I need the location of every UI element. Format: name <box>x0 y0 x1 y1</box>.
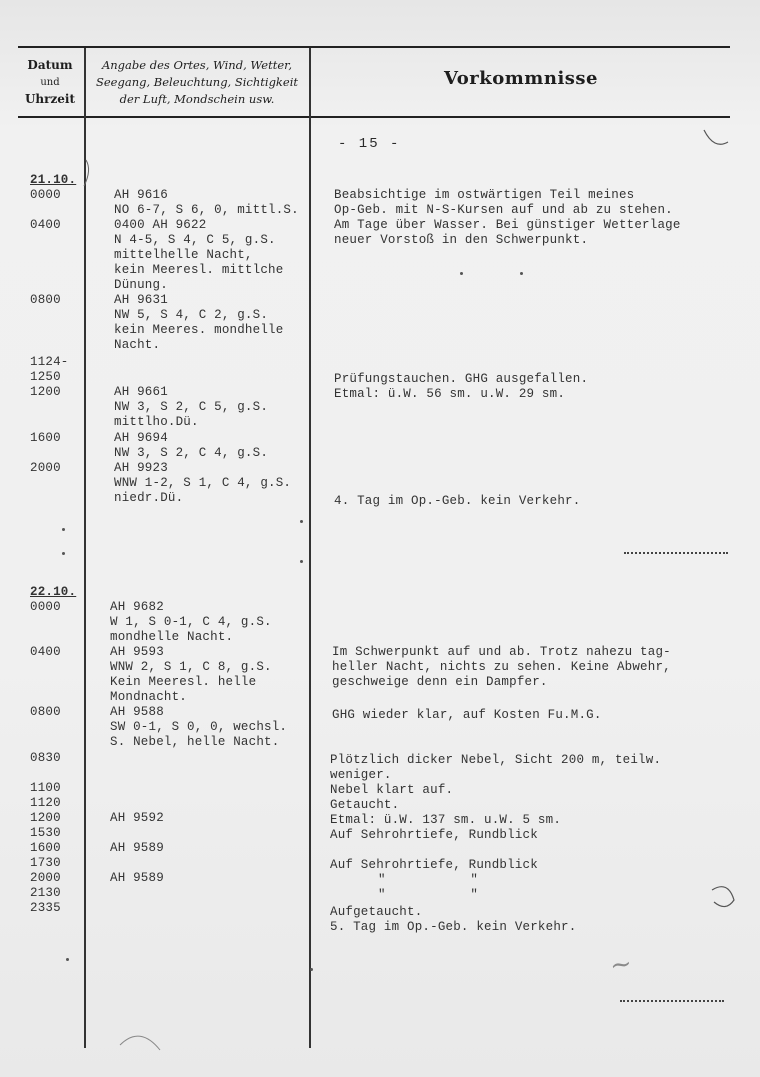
place-line: NW 3, S 2, C 4, g.S. <box>114 446 269 460</box>
event-line: Auf Sehrohrtiefe, Rundblick <box>330 828 538 842</box>
event-line: Getaucht. <box>330 798 400 812</box>
place-line: Mondnacht. <box>110 690 188 704</box>
event-line: Prüfungstauchen. GHG ausgefallen. <box>334 372 589 386</box>
place-line: AH 9616 <box>114 188 168 202</box>
place-line: kein Meeres. mondhelle <box>114 323 284 337</box>
time-entry: 1100 <box>30 781 61 795</box>
place-line: NO 6-7, S 6, 0, mittl.S. <box>114 203 299 217</box>
event-line: 5. Tag im Op.-Geb. kein Verkehr. <box>330 920 577 934</box>
place-line: NW 3, S 2, C 5, g.S. <box>114 400 269 414</box>
event-line: weniger. <box>330 768 392 782</box>
time-entry: 2335 <box>30 901 61 915</box>
time-entry: 1124- <box>30 355 69 369</box>
time-entry: 0800 <box>30 293 61 307</box>
time-entry: 2000 <box>30 461 61 475</box>
date-day1: 21.10. <box>30 173 77 187</box>
time-entry: 1250 <box>30 370 61 384</box>
event-line: Etmal: ü.W. 56 sm. u.W. 29 sm. <box>334 387 566 401</box>
event-line: Nebel klart auf. <box>330 783 454 797</box>
place-line: mondhelle Nacht. <box>110 630 234 644</box>
event-line: " " <box>378 873 479 887</box>
event-line: neuer Vorstoß in den Schwerpunkt. <box>334 233 589 247</box>
event-line: Am Tage über Wasser. Bei günstiger Wetterlage <box>334 218 681 232</box>
pen-stroke <box>712 887 734 907</box>
place-line: AH 9631 <box>114 293 168 307</box>
event-line: Auf Sehrohrtiefe, Rundblick <box>330 858 538 872</box>
time-entry: 2000 <box>30 871 61 885</box>
pen-stroke <box>120 1036 160 1050</box>
event-line: Beabsichtige im ostwärtigen Teil meines <box>334 188 635 202</box>
event-line: Plötzlich dicker Nebel, Sicht 200 m, teilw. <box>330 753 662 767</box>
event-line: Op-Geb. mit N-S-Kursen auf und ab zu stehen. <box>334 203 673 217</box>
place-line: Dünung. <box>114 278 168 292</box>
place-line: SW 0-1, S 0, 0, wechsl. <box>110 720 288 734</box>
event-line: Im Schwerpunkt auf und ab. Trotz nahezu tag- <box>332 645 671 659</box>
event-line: Etmal: ü.W. 137 sm. u.W. 5 sm. <box>330 813 562 827</box>
place-line: W 1, S 0-1, C 4, g.S. <box>110 615 272 629</box>
header-date-time: Datum und Uhrzeit <box>24 58 76 106</box>
place-line: AH 9682 <box>110 600 164 614</box>
time-entry: 0400 <box>30 645 61 659</box>
time-entry: 1200 <box>30 385 61 399</box>
place-line: AH 9589 <box>110 871 164 885</box>
time-entry: 0000 <box>30 188 61 202</box>
header-place-weather: Angabe des Ortes, Wind, Wetter, Seegang, Beleuchtung, Sichtigkeit der Luft, Mondschein usw. <box>95 58 299 106</box>
place-line: AH 9923 <box>114 461 168 475</box>
pen-stroke <box>704 130 728 144</box>
place-line: AH 9592 <box>110 811 164 825</box>
date-day2: 22.10. <box>30 585 77 599</box>
time-entry: 0830 <box>30 751 61 765</box>
time-entry: 0800 <box>30 705 61 719</box>
place-line: S. Nebel, helle Nacht. <box>110 735 280 749</box>
time-entry: 1600 <box>30 841 61 855</box>
place-line: AH 9593 <box>110 645 164 659</box>
page-number: - 15 - <box>338 136 401 152</box>
header-events: Vorkommnisse <box>443 68 599 89</box>
event-line: GHG wieder klar, auf Kosten Fu.M.G. <box>332 708 602 722</box>
event-line: 4. Tag im Op.-Geb. kein Verkehr. <box>334 494 581 508</box>
time-entry: 0000 <box>30 600 61 614</box>
place-line: Nacht. <box>114 338 161 352</box>
place-line: AH 9694 <box>114 431 168 445</box>
time-entry: 1200 <box>30 811 61 825</box>
signature-mark: ~ <box>608 948 634 982</box>
time-entry: 1120 <box>30 796 61 810</box>
event-line: heller Nacht, nichts zu sehen. Keine Abwehr, <box>332 660 671 674</box>
place-line: kein Meeresl. mittlche <box>114 263 284 277</box>
pen-stroke <box>84 160 89 186</box>
time-entry: 0400 <box>30 218 61 232</box>
time-entry: 2130 <box>30 886 61 900</box>
event-line: Aufgetaucht. <box>330 905 423 919</box>
place-line: WNW 2, S 1, C 8, g.S. <box>110 660 272 674</box>
event-line: geschweige denn ein Dampfer. <box>332 675 548 689</box>
place-line: 0400 AH 9622 <box>114 218 207 232</box>
place-line: Kein Meeresl. helle <box>110 675 257 689</box>
place-line: AH 9589 <box>110 841 164 855</box>
place-line: mittlho.Dü. <box>114 415 199 429</box>
place-line: AH 9588 <box>110 705 164 719</box>
place-line: AH 9661 <box>114 385 168 399</box>
place-line: mittelhelle Nacht, <box>114 248 253 262</box>
time-entry: 1600 <box>30 431 61 445</box>
place-line: N 4-5, S 4, C 5, g.S. <box>114 233 276 247</box>
event-line: " " <box>378 888 479 902</box>
place-line: niedr.Dü. <box>114 491 184 505</box>
place-line: NW 5, S 4, C 2, g.S. <box>114 308 269 322</box>
place-line: WNW 1-2, S 1, C 4, g.S. <box>114 476 292 490</box>
time-entry: 1530 <box>30 826 61 840</box>
time-entry: 1730 <box>30 856 61 870</box>
